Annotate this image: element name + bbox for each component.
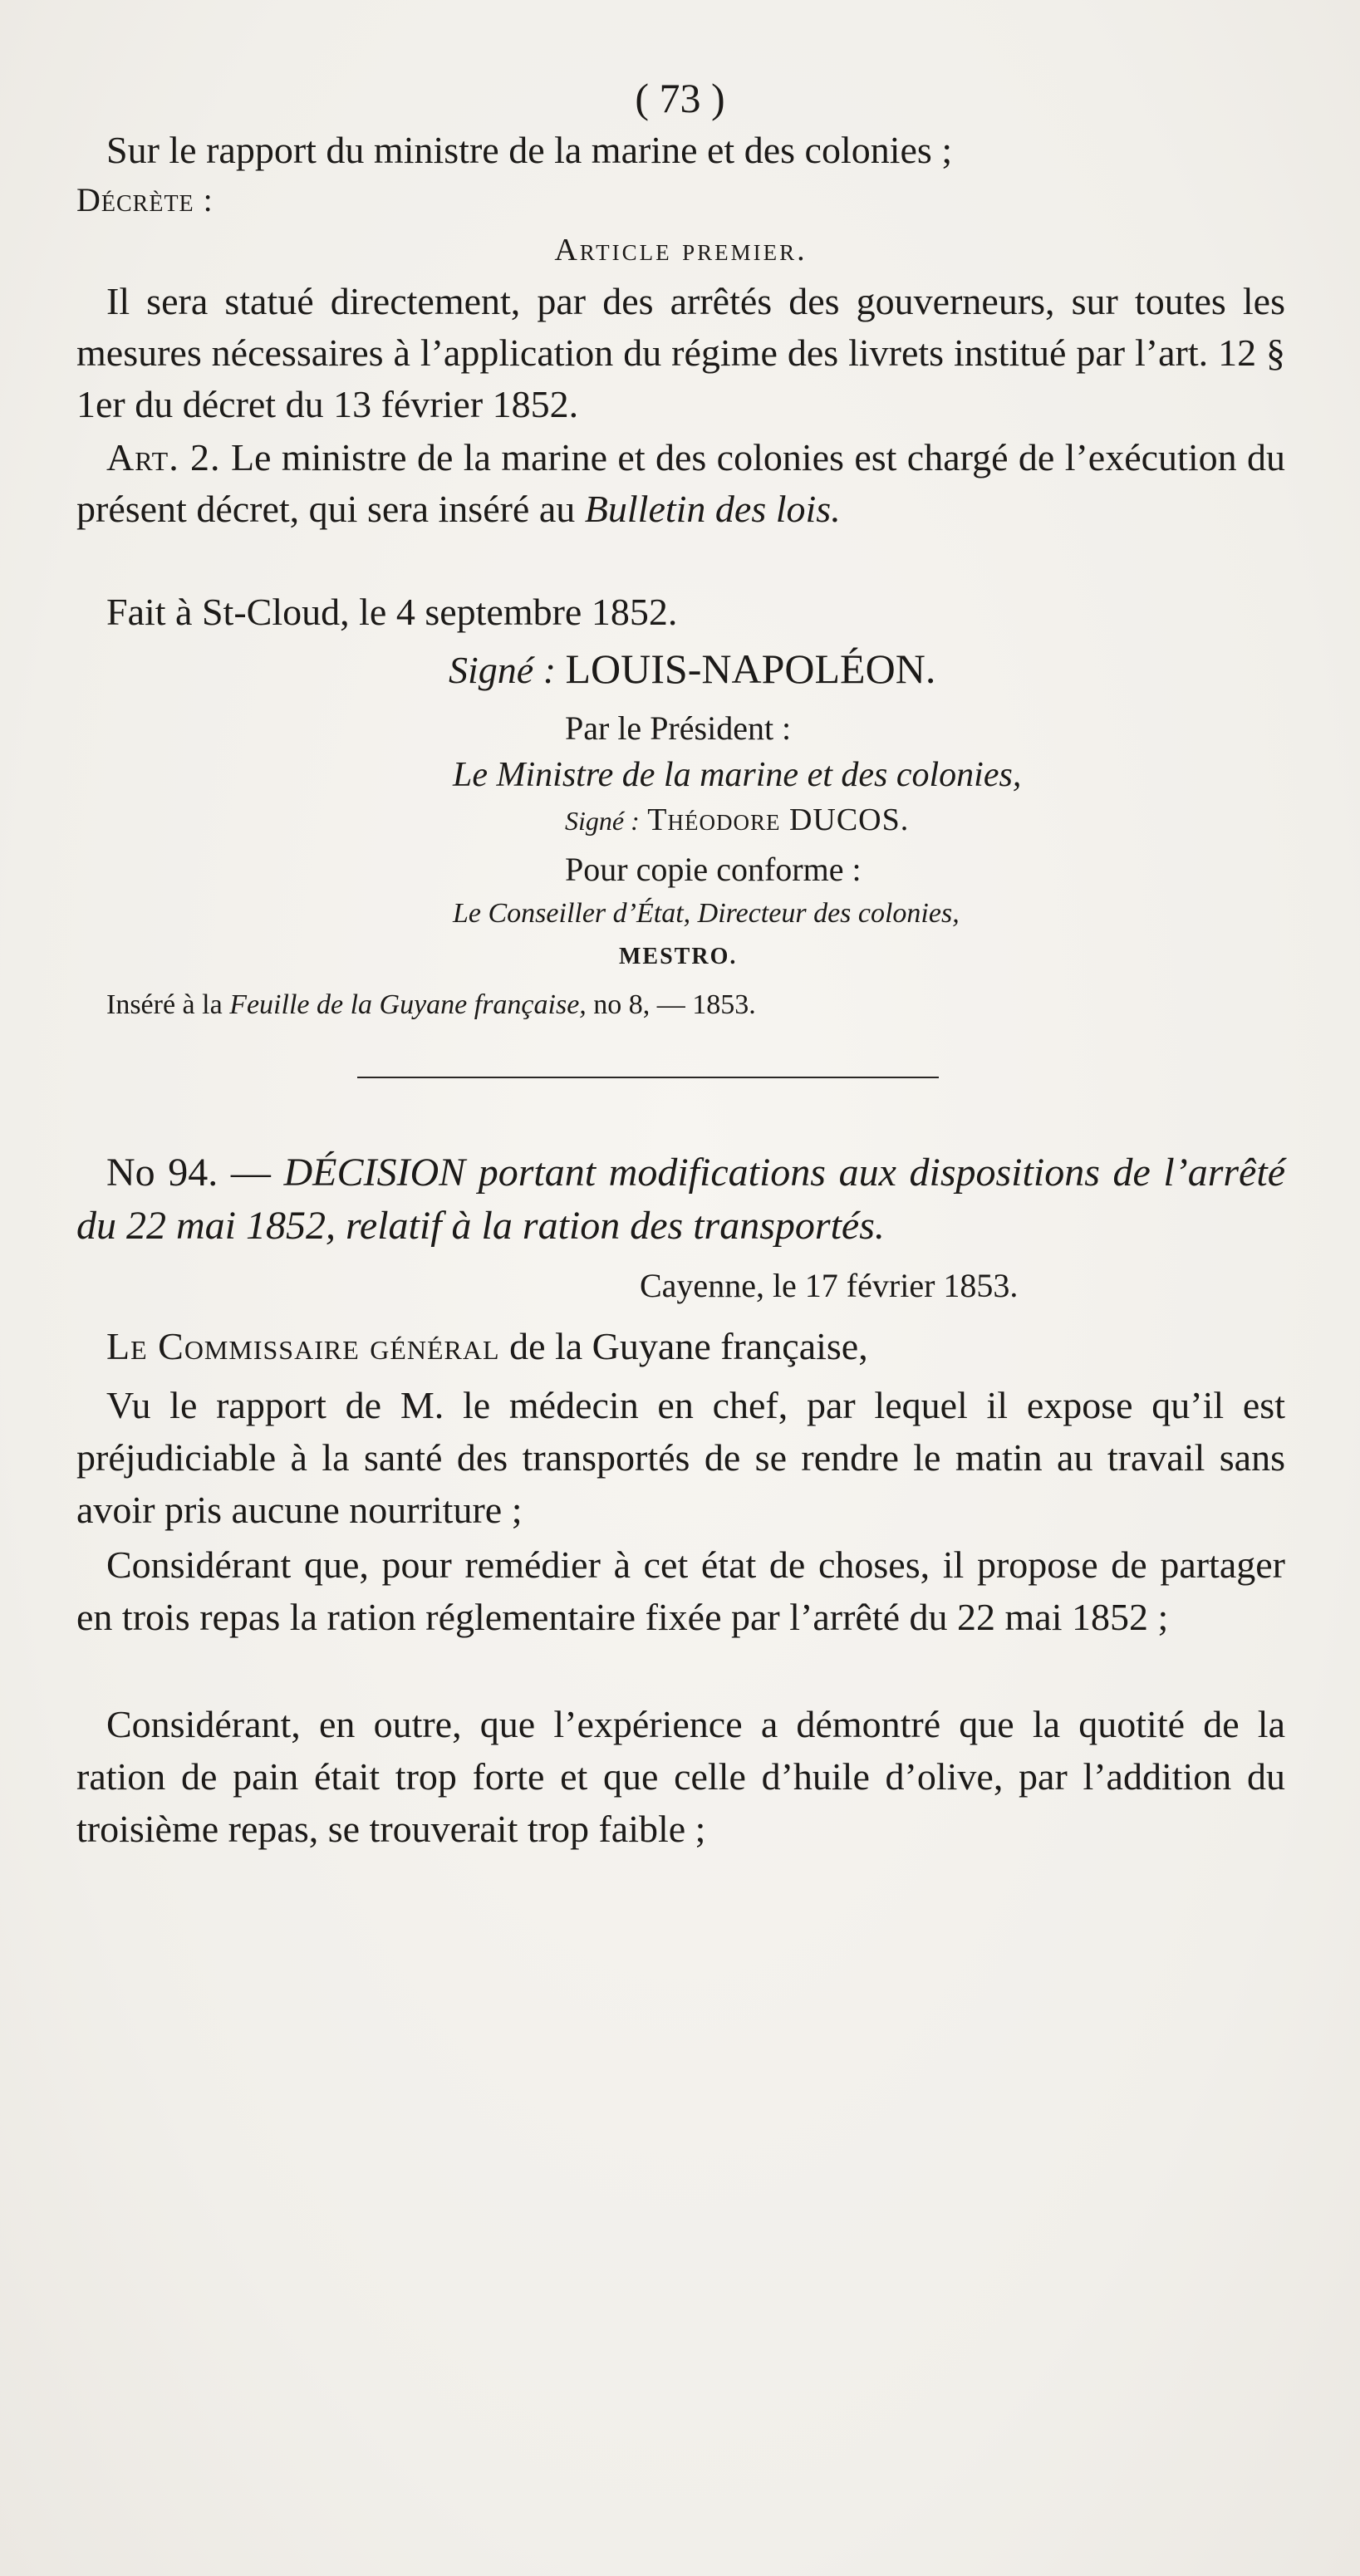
article-1 (76, 276, 1285, 430)
article-premier-text: Article premier. (554, 233, 808, 267)
page-number-text: ( 73 ) (635, 75, 725, 121)
vu-text: Vu le rapport de M. le médecin en chef, par lequel il expose qu’il est préjudiciable à la santé des transportés de se rendre le matin au travail sans avoir pris aucune nourriture ; (76, 1384, 1285, 1531)
signe-label: Signé : (449, 649, 557, 691)
article-2 (76, 432, 1285, 535)
mestro-signature (619, 940, 868, 974)
fait-text: Fait à St-Cloud, le 4 septembre 1852. (106, 591, 678, 633)
signe2-label: Signé : (565, 806, 640, 836)
decision-title-text: DÉCISION portant modifications aux dispositions de l’arrêté du 22 mai 1852, relatif à la ration des transportés. (76, 1151, 1285, 1248)
mestro-text: MESTRO. (619, 944, 738, 969)
commissaire-line (76, 1322, 1285, 1371)
decrete-heading (76, 176, 1285, 224)
signe2-name: Théodore DUCOS. (647, 802, 910, 837)
signature-president (449, 644, 1279, 695)
par-le-president (565, 708, 1063, 749)
decision-title (76, 1146, 1285, 1253)
decree-intro (76, 126, 1285, 174)
par-le-president-text: Par le Président : (565, 709, 792, 747)
insere-suffix: no 8, — 1853. (593, 989, 756, 1020)
article-premier-heading (76, 226, 1285, 274)
decision-number: No 94. — (106, 1151, 271, 1195)
insere-journal: Feuille de la Guyane française, (229, 989, 587, 1020)
article-2-text: Le ministre de la marine et des colonies est chargé de l’exécution du présent décret, qui sera inséré au (76, 436, 1285, 530)
signature-ministre (565, 799, 1230, 841)
decree-intro-text: Sur le rapport du ministre de la marine et des colonies ; (106, 129, 953, 171)
section-divider (357, 1077, 939, 1078)
decision-place-date-text: Cayenne, le 17 février 1853. (640, 1267, 1019, 1304)
pour-copie-conforme (565, 849, 1063, 891)
commissaire-title: Le Commissaire général (106, 1325, 500, 1367)
article-2-label: Art. 2. (106, 436, 221, 478)
decrete-text: Décrète : (76, 181, 214, 218)
considerant-1 (76, 1538, 1285, 1643)
signe-name: LOUIS-NAPOLÉON. (565, 645, 936, 692)
conseiller-line (453, 895, 1325, 933)
decision-place-date (640, 1264, 1304, 1308)
ministre-line (453, 753, 1284, 797)
insere-line (106, 986, 1269, 1024)
commissaire-rest: de la Guyane française, (509, 1325, 868, 1367)
vu-paragraph (76, 1379, 1285, 1536)
ministre-text: Le Ministre de la marine et des colonies, (453, 756, 1022, 794)
bulletin-des-lois: Bulletin des lois. (584, 488, 841, 530)
considerant-2 (76, 1698, 1285, 1855)
insere-prefix: Inséré à la (106, 989, 223, 1020)
considerant-1-text: Considérant que, pour remédier à cet état de choses, il propose de partager en trois repas la ration réglementaire fixée par l’arrêté du 22 mai 1852 ; (76, 1543, 1285, 1638)
copie-text: Pour copie conforme : (565, 851, 862, 888)
conseiller-text: Le Conseiller d’État, Directeur des colonies, (453, 898, 960, 929)
page-number (0, 73, 1360, 123)
article-1-text: Il sera statué directement, par des arrêtés des gouverneurs, sur toutes les mesures nécessaires à l’application du régime des livrets institué par l’art. 12 § 1er du décret du 13 février 1852. (76, 280, 1285, 425)
fait-line (76, 588, 1285, 636)
considerant-2-text: Considérant, en outre, que l’expérience a démontré que la quotité de la ration de pain était trop forte et que celle d’huile d’olive, par l’addition du troisième repas, se trouverait trop faible ; (76, 1703, 1285, 1850)
